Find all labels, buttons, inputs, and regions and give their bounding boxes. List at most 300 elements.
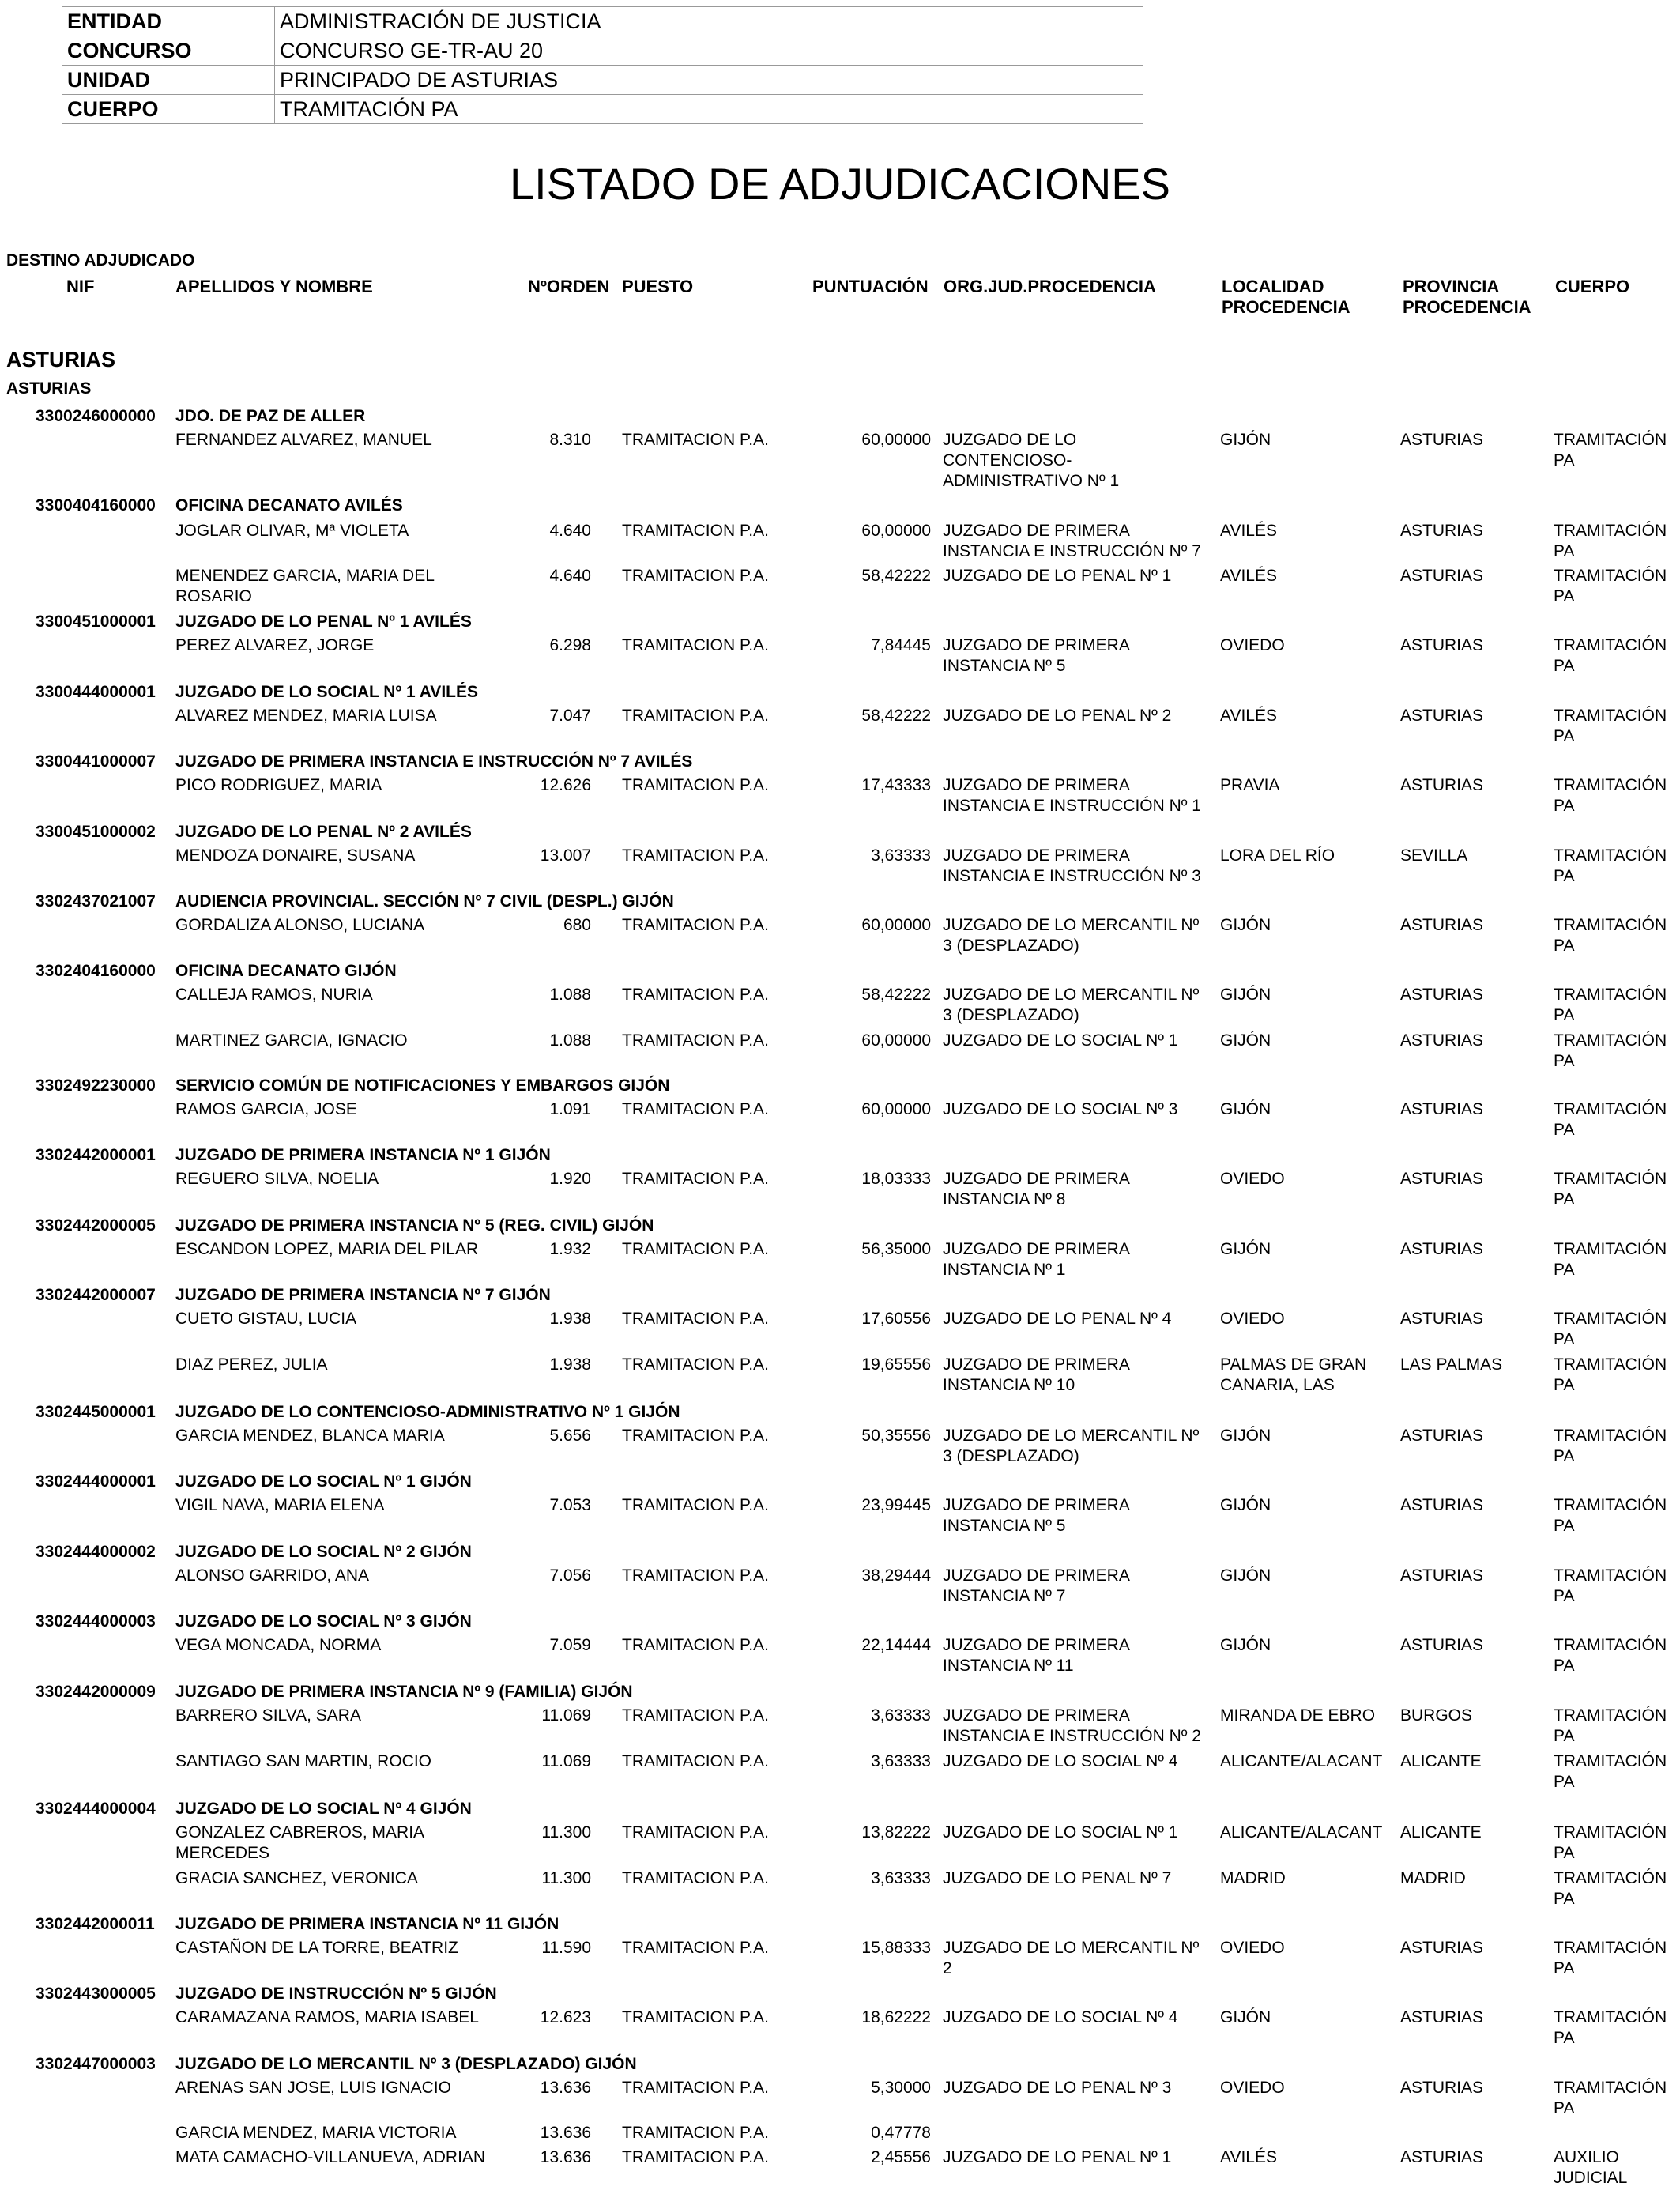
cuerpo-cell-line: PA — [1554, 1657, 1575, 1675]
name-cell-line: CALLEJA RAMOS, NURIA — [175, 986, 373, 1004]
orden-cell — [474, 2007, 591, 2028]
orden-cell — [474, 521, 591, 541]
puesto-cell-line: TRAMITACION P.A. — [622, 1823, 769, 1842]
provincia-cell — [1400, 430, 1550, 450]
puesto-cell-line: TRAMITACION P.A. — [622, 2008, 769, 2026]
orden-cell-line: 6.298 — [549, 636, 591, 654]
org-procedencia-cell — [943, 566, 1211, 586]
localidad-cell-line: GIJÓN — [1220, 1031, 1271, 1050]
org-procedencia-cell-line: 3 (DESPLAZADO) — [943, 1006, 1079, 1024]
provincia-cell — [1400, 2078, 1550, 2098]
cuerpo-cell — [1554, 1823, 1680, 1864]
name-cell — [175, 1938, 507, 1958]
org-procedencia-cell — [943, 846, 1211, 887]
subregion-heading: ASTURIAS — [6, 379, 92, 398]
destino-code: 3302437021007 — [36, 892, 156, 910]
orden-cell — [474, 1635, 591, 1656]
org-procedencia-cell-line: JUZGADO DE PRIMERA — [943, 1496, 1130, 1514]
provincia-cell — [1400, 915, 1550, 936]
localidad-cell-line: MADRID — [1220, 1869, 1286, 1887]
localidad-cell — [1220, 1031, 1398, 1051]
puntuacion-cell-line: 22,14444 — [861, 1636, 931, 1654]
destino-code: 3302442000007 — [36, 1286, 156, 1304]
cuerpo-cell-line: TRAMITACIÓN — [1554, 1496, 1667, 1514]
localidad-cell-line: OVIEDO — [1220, 1310, 1285, 1328]
destino-code: 3302404160000 — [36, 962, 156, 980]
puntuacion-cell — [814, 1566, 931, 1586]
provincia-cell — [1400, 985, 1550, 1005]
puesto-cell — [622, 1635, 812, 1656]
name-cell-line: GORDALIZA ALONSO, LUCIANA — [175, 916, 425, 934]
cuerpo-cell-line: PA — [1554, 1959, 1575, 1977]
orden-cell-line: 11.300 — [541, 1823, 591, 1842]
org-procedencia-cell-line: JUZGADO DE PRIMERA — [943, 1170, 1130, 1188]
orden-cell — [474, 1309, 591, 1329]
localidad-cell-line: GIJÓN — [1220, 916, 1271, 934]
puesto-cell — [622, 1309, 812, 1329]
destino-code: 3302442000009 — [36, 1683, 156, 1701]
org-procedencia-cell-line: 3 (DESPLAZADO) — [943, 937, 1079, 955]
puntuacion-cell-line: 56,35000 — [861, 1240, 931, 1258]
cuerpo-cell-line: TRAMITACIÓN — [1554, 986, 1667, 1004]
name-cell — [175, 1099, 507, 1120]
orden-cell — [474, 846, 591, 866]
provincia-cell — [1400, 521, 1550, 541]
org-procedencia-cell-line: INSTANCIA Nº 8 — [943, 1190, 1066, 1208]
orden-cell — [474, 706, 591, 726]
cuerpo-cell-line: TRAMITACIÓN — [1554, 522, 1667, 540]
puesto-cell-line: TRAMITACION P.A. — [622, 1310, 769, 1328]
org-procedencia-cell-line: JUZGADO DE LO — [943, 431, 1077, 449]
localidad-cell — [1220, 1099, 1398, 1120]
puntuacion-cell-line: 3,63333 — [871, 846, 931, 865]
cuerpo-cell-line: PA — [1554, 1190, 1575, 1208]
name-cell-line: MATA CAMACHO-VILLANUEVA, ADRIAN — [175, 2148, 486, 2166]
org-procedencia-cell-line: JUZGADO DE LO MERCANTIL Nº — [943, 1939, 1200, 1957]
puntuacion-cell-line: 15,88333 — [861, 1939, 931, 1957]
provincia-cell-line: ASTURIAS — [1400, 776, 1484, 794]
provincia-cell-line: ASTURIAS — [1400, 636, 1484, 654]
localidad-cell-line: OVIEDO — [1220, 636, 1285, 654]
localidad-cell — [1220, 1938, 1398, 1958]
localidad-cell-line: MIRANDA DE EBRO — [1220, 1706, 1376, 1725]
name-cell — [175, 2147, 507, 2168]
destino-code: 3300246000000 — [36, 407, 156, 425]
puntuacion-cell — [814, 1751, 931, 1772]
orden-cell — [474, 1868, 591, 1889]
cuerpo-cell-line: TRAMITACIÓN — [1554, 431, 1667, 449]
provincia-cell — [1400, 1309, 1550, 1329]
cuerpo-cell-line: PA — [1554, 1773, 1575, 1791]
provincia-cell — [1400, 635, 1550, 656]
cuerpo-cell — [1554, 1706, 1680, 1747]
cuerpo-cell-line: JUDICIAL — [1554, 2169, 1628, 2187]
col-header-provincia: PROVINCIA PROCEDENCIA — [1403, 277, 1531, 317]
orden-cell — [474, 2147, 591, 2168]
org-procedencia-cell-line: JUZGADO DE LO PENAL Nº 3 — [943, 2079, 1172, 2097]
name-cell — [175, 775, 507, 796]
puntuacion-cell-line: 17,43333 — [861, 776, 931, 794]
destino-code: 3300404160000 — [36, 496, 156, 515]
cuerpo-cell-line: PA — [1554, 542, 1575, 560]
provincia-cell — [1400, 775, 1550, 796]
puntuacion-cell — [814, 1938, 931, 1958]
orden-cell — [474, 1031, 591, 1051]
localidad-cell — [1220, 521, 1398, 541]
name-cell-line: ESCANDON LOPEZ, MARIA DEL PILAR — [175, 1240, 479, 1258]
puesto-cell — [622, 521, 812, 541]
provincia-cell-line: MADRID — [1400, 1869, 1466, 1887]
provincia-cell-line: ASTURIAS — [1400, 1496, 1484, 1514]
name-cell — [175, 2078, 507, 2098]
cuerpo-cell — [1554, 635, 1680, 677]
name-cell — [175, 521, 507, 541]
puntuacion-cell — [814, 1868, 931, 1889]
destino-name: JUZGADO DE LO MERCANTIL Nº 3 (DESPLAZADO) GIJÓN — [175, 2055, 637, 2073]
destino-name: OFICINA DECANATO AVILÉS — [175, 496, 403, 515]
cuerpo-cell-line: TRAMITACIÓN — [1554, 1355, 1667, 1374]
cuerpo-cell-line: PA — [1554, 1261, 1575, 1279]
destino-code: 3302442000001 — [36, 1146, 156, 1164]
provincia-cell-line: LAS PALMAS — [1400, 1355, 1503, 1374]
org-procedencia-cell — [943, 1938, 1211, 1979]
localidad-cell — [1220, 775, 1398, 796]
cuerpo-cell-line: TRAMITACIÓN — [1554, 1706, 1667, 1725]
meta-value: PRINCIPADO DE ASTURIAS — [275, 66, 1143, 95]
localidad-cell-line: OVIEDO — [1220, 1939, 1285, 1957]
puesto-cell-line: TRAMITACION P.A. — [622, 1427, 769, 1445]
cuerpo-cell-line: TRAMITACIÓN — [1554, 1636, 1667, 1654]
puesto-cell-line: TRAMITACION P.A. — [622, 1566, 769, 1585]
cuerpo-cell — [1554, 521, 1680, 562]
localidad-cell-line: GIJÓN — [1220, 1100, 1271, 1118]
cuerpo-cell — [1554, 985, 1680, 1026]
localidad-cell — [1220, 706, 1398, 726]
destino-code: 3300441000007 — [36, 752, 156, 771]
name-cell-line: CUETO GISTAU, LUCIA — [175, 1310, 357, 1328]
destino-name: JUZGADO DE LO PENAL Nº 2 AVILÉS — [175, 823, 472, 841]
puesto-cell-line: TRAMITACION P.A. — [622, 2148, 769, 2166]
cuerpo-cell-line: PA — [1554, 1727, 1575, 1745]
puntuacion-cell — [814, 915, 931, 936]
provincia-cell — [1400, 1495, 1550, 1516]
localidad-cell-line: PRAVIA — [1220, 776, 1280, 794]
localidad-cell — [1220, 1868, 1398, 1889]
provincia-cell — [1400, 846, 1550, 866]
localidad-cell — [1220, 2007, 1398, 2028]
orden-cell — [474, 566, 591, 586]
org-procedencia-cell-line: JUZGADO DE LO MERCANTIL Nº — [943, 986, 1200, 1004]
puesto-cell — [622, 2007, 812, 2028]
org-procedencia-cell — [943, 1426, 1211, 1467]
cuerpo-cell-line: TRAMITACIÓN — [1554, 1427, 1667, 1445]
localidad-cell — [1220, 430, 1398, 450]
org-procedencia-cell — [943, 1495, 1211, 1536]
destino-code: 3302492230000 — [36, 1076, 156, 1095]
document-title: LISTADO DE ADJUDICACIONES — [509, 159, 1170, 209]
name-cell-line: MENENDEZ GARCIA, MARIA DEL — [175, 567, 435, 585]
localidad-cell-line: AVILÉS — [1220, 2148, 1277, 2166]
cuerpo-cell — [1554, 2147, 1680, 2188]
org-procedencia-cell — [943, 915, 1211, 956]
puesto-cell-line: TRAMITACION P.A. — [622, 1496, 769, 1514]
puntuacion-cell — [814, 566, 931, 586]
org-procedencia-cell — [943, 430, 1211, 492]
cuerpo-cell — [1554, 1495, 1680, 1536]
puesto-cell-line: TRAMITACION P.A. — [622, 846, 769, 865]
puesto-cell — [622, 1566, 812, 1586]
org-procedencia-cell — [943, 1566, 1211, 1607]
provincia-cell-line: ASTURIAS — [1400, 1636, 1484, 1654]
puntuacion-cell-line: 58,42222 — [861, 707, 931, 725]
orden-cell-line: 8.310 — [549, 431, 591, 449]
org-procedencia-cell-line: INSTANCIA Nº 5 — [943, 1517, 1066, 1535]
org-procedencia-cell-line: JUZGADO DE LO MERCANTIL Nº — [943, 1427, 1200, 1445]
cuerpo-cell-line: TRAMITACIÓN — [1554, 567, 1667, 585]
orden-cell — [474, 2123, 591, 2143]
orden-cell-line: 12.626 — [540, 776, 591, 794]
puesto-cell — [622, 1495, 812, 1516]
puntuacion-cell-line: 3,63333 — [871, 1752, 931, 1770]
org-procedencia-cell-line: JUZGADO DE PRIMERA — [943, 1706, 1130, 1725]
name-cell — [175, 1706, 507, 1726]
org-procedencia-cell-line: INSTANCIA E INSTRUCCIÓN Nº 7 — [943, 542, 1201, 560]
puntuacion-cell-line: 3,63333 — [871, 1869, 931, 1887]
meta-value: TRAMITACIÓN PA — [275, 95, 1143, 124]
orden-cell-line: 1.938 — [549, 1310, 591, 1328]
cuerpo-cell — [1554, 1309, 1680, 1350]
destino-code: 3302443000005 — [36, 1985, 156, 2003]
cuerpo-cell-line: PA — [1554, 1890, 1575, 1908]
puntuacion-cell — [814, 1099, 931, 1120]
puntuacion-cell — [814, 1495, 931, 1516]
puntuacion-cell — [814, 1426, 931, 1446]
meta-label: UNIDAD — [62, 66, 275, 95]
provincia-cell — [1400, 1239, 1550, 1260]
orden-cell — [474, 775, 591, 796]
name-cell-line: PEREZ ALVAREZ, JORGE — [175, 636, 375, 654]
puntuacion-cell — [814, 2147, 931, 2168]
org-procedencia-cell-line: JUZGADO DE LO SOCIAL Nº 3 — [943, 1100, 1178, 1118]
puesto-cell — [622, 1239, 812, 1260]
puesto-cell — [622, 915, 812, 936]
org-procedencia-cell-line: JUZGADO DE PRIMERA — [943, 1636, 1130, 1654]
name-cell-line: ALONSO GARRIDO, ANA — [175, 1566, 370, 1585]
org-procedencia-cell — [943, 1031, 1211, 1051]
localidad-cell-line: ALICANTE/ALACANT — [1220, 1823, 1383, 1842]
provincia-cell-line: ASTURIAS — [1400, 916, 1484, 934]
destino-code: 3302447000003 — [36, 2055, 156, 2073]
cuerpo-cell-line: TRAMITACIÓN — [1554, 2079, 1667, 2097]
name-cell — [175, 1566, 507, 1586]
name-cell — [175, 1823, 507, 1864]
orden-cell — [474, 1751, 591, 1772]
puntuacion-cell-line: 58,42222 — [861, 986, 931, 1004]
localidad-cell-line: PALMAS DE GRAN — [1220, 1355, 1367, 1374]
localidad-cell — [1220, 1495, 1398, 1516]
orden-cell-line: 13.636 — [540, 2148, 591, 2166]
destino-code: 3302444000004 — [36, 1800, 156, 1818]
puntuacion-cell — [814, 1635, 931, 1656]
localidad-cell — [1220, 1426, 1398, 1446]
meta-label: CONCURSO — [62, 36, 275, 66]
cuerpo-cell — [1554, 846, 1680, 887]
puesto-cell-line: TRAMITACION P.A. — [622, 1869, 769, 1887]
org-procedencia-cell-line: 2 — [943, 1959, 952, 1977]
cuerpo-cell-line: PA — [1554, 2029, 1575, 2047]
orden-cell-line: 7.059 — [549, 1636, 591, 1654]
cuerpo-cell-line: TRAMITACIÓN — [1554, 1939, 1667, 1957]
cuerpo-cell-line: TRAMITACIÓN — [1554, 1031, 1667, 1050]
puesto-cell — [622, 1099, 812, 1120]
puntuacion-cell-line: 17,60556 — [861, 1310, 931, 1328]
orden-cell-line: 1.091 — [549, 1100, 591, 1118]
name-cell — [175, 1031, 507, 1051]
puesto-cell-line: TRAMITACION P.A. — [622, 1939, 769, 1957]
orden-cell-line: 5.656 — [549, 1427, 591, 1445]
puesto-cell-line: TRAMITACION P.A. — [622, 2079, 769, 2097]
orden-cell — [474, 1169, 591, 1189]
provincia-cell — [1400, 1823, 1550, 1843]
cuerpo-cell-line: TRAMITACIÓN — [1554, 1869, 1667, 1887]
puesto-cell — [622, 706, 812, 726]
puesto-cell — [622, 2147, 812, 2168]
puntuacion-cell-line: 18,62222 — [861, 2008, 931, 2026]
name-cell-line: GRACIA SANCHEZ, VERONICA — [175, 1869, 418, 1887]
localidad-cell-line: GIJÓN — [1220, 1636, 1271, 1654]
meta-label: ENTIDAD — [62, 7, 275, 36]
provincia-cell-line: ASTURIAS — [1400, 1427, 1484, 1445]
name-cell — [175, 1635, 507, 1656]
org-procedencia-cell — [943, 1706, 1211, 1747]
puesto-cell-line: TRAMITACION P.A. — [622, 636, 769, 654]
org-procedencia-cell — [943, 1868, 1211, 1889]
puesto-cell — [622, 1868, 812, 1889]
provincia-cell-line: ASTURIAS — [1400, 707, 1484, 725]
provincia-cell-line: ASTURIAS — [1400, 567, 1484, 585]
cuerpo-cell-line: PA — [1554, 1447, 1575, 1465]
puesto-cell — [622, 635, 812, 656]
provincia-cell-line: ASTURIAS — [1400, 1310, 1484, 1328]
org-procedencia-cell-line: INSTANCIA E INSTRUCCIÓN Nº 3 — [943, 867, 1201, 885]
provincia-cell-line: ASTURIAS — [1400, 1939, 1484, 1957]
provincia-cell-line: ASTURIAS — [1400, 1100, 1484, 1118]
destino-name: JUZGADO DE PRIMERA INSTANCIA E INSTRUCCIÓN Nº 7 AVILÉS — [175, 752, 693, 771]
puntuacion-cell-line: 60,00000 — [861, 522, 931, 540]
orden-cell-line: 11.590 — [541, 1939, 591, 1957]
org-procedencia-cell-line: CONTENCIOSO- — [943, 451, 1072, 469]
puesto-cell — [622, 1706, 812, 1726]
orden-cell — [474, 985, 591, 1005]
localidad-cell-line: AVILÉS — [1220, 707, 1277, 725]
destino-name: OFICINA DECANATO GIJÓN — [175, 962, 397, 980]
cuerpo-cell — [1554, 1031, 1680, 1072]
name-cell — [175, 2123, 507, 2143]
provincia-cell-line: ALICANTE — [1400, 1823, 1482, 1842]
provincia-cell — [1400, 1355, 1550, 1375]
localidad-cell — [1220, 1823, 1398, 1843]
puntuacion-cell-line: 58,42222 — [861, 567, 931, 585]
name-cell-line: BARRERO SILVA, SARA — [175, 1706, 361, 1725]
destino-name: JUZGADO DE LO SOCIAL Nº 2 GIJÓN — [175, 1543, 472, 1561]
cuerpo-cell-line: TRAMITACIÓN — [1554, 1566, 1667, 1585]
name-cell — [175, 2007, 507, 2028]
name-cell-line: MENDOZA DONAIRE, SUSANA — [175, 846, 416, 865]
cuerpo-cell — [1554, 775, 1680, 816]
cuerpo-cell-line: PA — [1554, 1587, 1575, 1605]
puntuacion-cell — [814, 1823, 931, 1843]
name-cell — [175, 915, 507, 936]
org-procedencia-cell-line: JUZGADO DE PRIMERA — [943, 1566, 1130, 1585]
name-cell-line: GARCIA MENDEZ, MARIA VICTORIA — [175, 2124, 457, 2142]
orden-cell — [474, 1706, 591, 1726]
cuerpo-cell — [1554, 1099, 1680, 1140]
puesto-cell — [622, 1355, 812, 1375]
org-procedencia-cell-line: JUZGADO DE PRIMERA — [943, 776, 1130, 794]
meta-label: CUERPO — [62, 95, 275, 124]
cuerpo-cell — [1554, 430, 1680, 471]
destino-code: 3302442000011 — [36, 1915, 155, 1933]
cuerpo-cell-line: PA — [1554, 867, 1575, 885]
org-procedencia-cell — [943, 635, 1211, 677]
localidad-cell — [1220, 1309, 1398, 1329]
cuerpo-cell-line: PA — [1554, 1121, 1575, 1139]
org-procedencia-cell-line: JUZGADO DE LO PENAL Nº 4 — [943, 1310, 1172, 1328]
cuerpo-cell-line: TRAMITACIÓN — [1554, 1240, 1667, 1258]
cuerpo-cell — [1554, 1239, 1680, 1280]
orden-cell-line: 13.636 — [540, 2124, 591, 2142]
orden-cell — [474, 1566, 591, 1586]
org-procedencia-cell — [943, 1239, 1211, 1280]
cuerpo-cell-line: PA — [1554, 1517, 1575, 1535]
provincia-cell-line: ASTURIAS — [1400, 522, 1484, 540]
puntuacion-cell-line: 60,00000 — [861, 431, 931, 449]
provincia-cell-line: ASTURIAS — [1400, 2148, 1484, 2166]
provincia-cell-line: ALICANTE — [1400, 1752, 1482, 1770]
org-procedencia-cell-line: JUZGADO DE PRIMERA — [943, 846, 1130, 865]
puntuacion-cell-line: 19,65556 — [861, 1355, 931, 1374]
provincia-cell — [1400, 1938, 1550, 1958]
org-procedencia-cell — [943, 775, 1211, 816]
cuerpo-cell — [1554, 1751, 1680, 1793]
localidad-cell-line: AVILÉS — [1220, 522, 1277, 540]
org-procedencia-cell-line: JUZGADO DE PRIMERA — [943, 522, 1130, 540]
orden-cell-line: 12.623 — [540, 2008, 591, 2026]
orden-cell — [474, 1426, 591, 1446]
cuerpo-cell-line: TRAMITACIÓN — [1554, 846, 1667, 865]
org-procedencia-cell-line: JUZGADO DE LO PENAL Nº 2 — [943, 707, 1172, 725]
name-cell — [175, 1495, 507, 1516]
localidad-cell-line: GIJÓN — [1220, 2008, 1271, 2026]
puesto-cell-line: TRAMITACION P.A. — [622, 1355, 769, 1374]
puesto-cell-line: TRAMITACION P.A. — [622, 1100, 769, 1118]
localidad-cell — [1220, 2147, 1398, 2168]
org-procedencia-cell-line: INSTANCIA E INSTRUCCIÓN Nº 1 — [943, 797, 1201, 815]
provincia-cell — [1400, 1426, 1550, 1446]
col-header-localidad: LOCALIDAD PROCEDENCIA — [1222, 277, 1350, 317]
name-cell-line: ALVAREZ MENDEZ, MARIA LUISA — [175, 707, 437, 725]
orden-cell-line: 7.053 — [549, 1496, 591, 1514]
puntuacion-cell-line: 38,29444 — [861, 1566, 931, 1585]
cuerpo-cell — [1554, 1868, 1680, 1909]
destino-code: 3300451000001 — [36, 613, 156, 631]
localidad-cell — [1220, 1239, 1398, 1260]
destino-name: JUZGADO DE LO CONTENCIOSO-ADMINISTRATIVO Nº 1 GIJÓN — [175, 1403, 680, 1421]
orden-cell-line: 7.056 — [549, 1566, 591, 1585]
org-procedencia-cell — [943, 1635, 1211, 1676]
name-cell — [175, 430, 507, 450]
destino-name: JUZGADO DE PRIMERA INSTANCIA Nº 5 (REG. CIVIL) GIJÓN — [175, 1216, 654, 1235]
